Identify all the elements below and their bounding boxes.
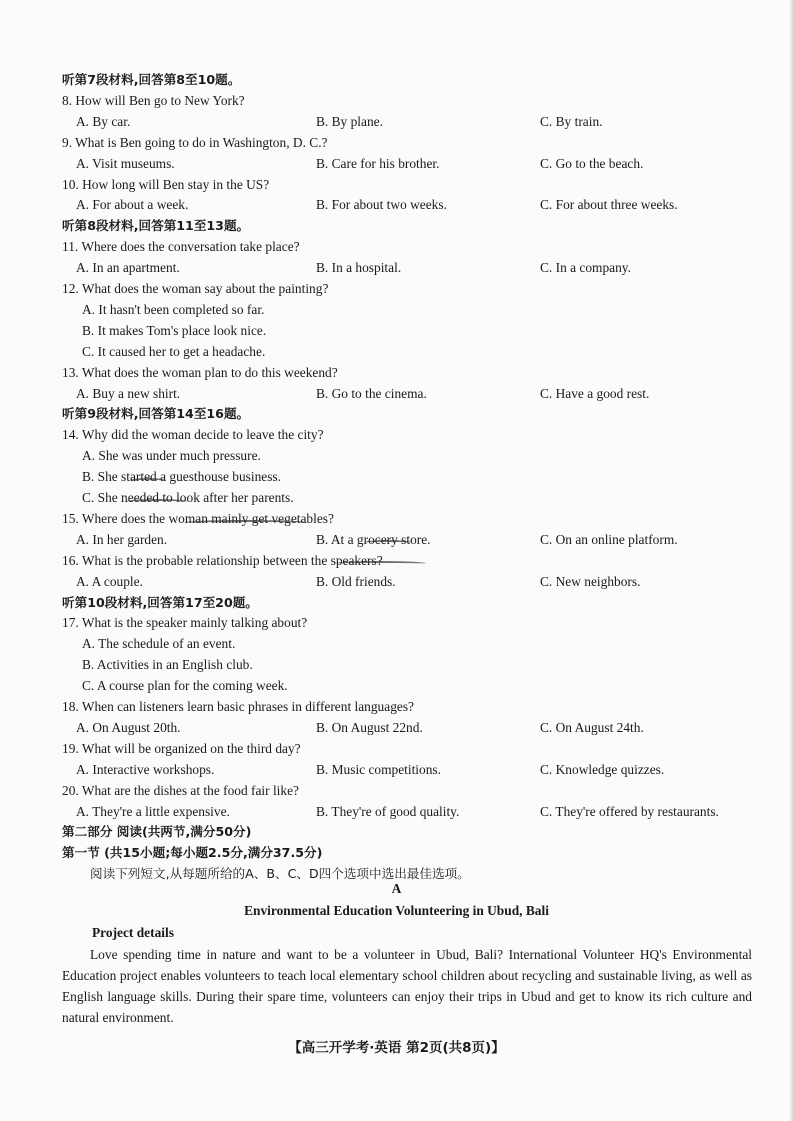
answer-option: B. By plane. (316, 114, 383, 129)
question-text: 19. What will be organized on the third day? (62, 741, 301, 756)
answer-option: C. For about three weeks. (540, 197, 678, 212)
answer-option: B. Activities in an English club. (82, 657, 253, 672)
answer-option: C. She needed to look after her parents. (82, 490, 294, 505)
answer-option: A. Buy a new shirt. (76, 386, 181, 401)
question-text: 17. What is the speaker mainly talking about? (62, 615, 308, 630)
answer-option: A. By car. (76, 114, 131, 129)
answer-option: A. Visit museums. (76, 156, 175, 171)
question-text: 18. When can listeners learn basic phrases in different languages? (62, 699, 414, 714)
question-text: 15. Where does the woman mainly get vegetables? (62, 511, 334, 526)
section-heading: 第一节 (共15小题;每小题2.5分,满分37.5分) (62, 845, 323, 860)
answer-option: B. For about two weeks. (316, 197, 447, 212)
question-text: 8. How will Ben go to New York? (62, 93, 245, 108)
answer-option: B. Music competitions. (316, 762, 441, 777)
answer-option: A. They're a little expensive. (76, 804, 230, 819)
question-text: 13. What does the woman plan to do this weekend? (62, 365, 338, 380)
passage-title: Environmental Education Volunteering in Ubud, Bali (244, 903, 549, 918)
section-heading: 听第10段材料,回答第17至20题。 (62, 595, 258, 610)
passage-subheading: Project details (92, 925, 174, 940)
answer-option: C. By train. (540, 114, 603, 129)
answer-option: A. A couple. (76, 574, 143, 589)
answer-option: C. On an online platform. (540, 532, 678, 547)
answer-option: B. At a grocery store. (316, 532, 431, 547)
answer-option: C. A course plan for the coming week. (82, 678, 288, 693)
handwriting-mark (364, 540, 412, 545)
section-heading: 听第7段材料,回答第8至10题。 (62, 72, 241, 87)
answer-option: C. Knowledge quizzes. (540, 762, 665, 777)
answer-option: A. On August 20th. (76, 720, 181, 735)
question-text: 10. How long will Ben stay in the US? (62, 177, 270, 192)
answer-option: C. They're offered by restaurants. (540, 804, 719, 819)
answer-option: B. Care for his brother. (316, 156, 440, 171)
handwriting-mark (334, 561, 426, 566)
answer-option: A. For about a week. (76, 197, 189, 212)
answer-option: C. It caused her to get a headache. (82, 344, 266, 359)
section-heading: 听第8段材料,回答第11至13题。 (62, 218, 250, 233)
answer-option: A. She was under much pressure. (82, 448, 261, 463)
answer-option: A. It hasn't been completed so far. (82, 302, 265, 317)
handwriting-mark (184, 520, 308, 525)
question-text: 9. What is Ben going to do in Washington, D. C.? (62, 135, 328, 150)
answer-option: B. She started a guesthouse business. (82, 469, 281, 484)
handwriting-mark (130, 478, 166, 483)
answer-option: A. Interactive workshops. (76, 762, 215, 777)
answer-option: A. In her garden. (76, 532, 168, 547)
passage-paragraph: Love spending time in nature and want to be a volunteer in Ubud, Bali? International Volunteer HQ's Environmental Education project enables volunteers to teach local elementary school children about recycling and sustainable living, as well as English language skills. During their spare time, volunteers can enjoy their trips in Ubud and get to know its rich culture and natural environment. (62, 947, 752, 1025)
answer-option: B. Old friends. (316, 574, 396, 589)
answer-option: A. The schedule of an event. (82, 636, 236, 651)
section-heading: 第二部分 阅读(共两节,满分50分) (62, 824, 252, 839)
answer-option: C. On August 24th. (540, 720, 644, 735)
answer-option: A. In an apartment. (76, 260, 180, 275)
page-footer: 【高三开学考·英语 第2页(共8页)】 (288, 1040, 505, 1056)
scan-edge (789, 0, 793, 1121)
answer-option: B. On August 22nd. (316, 720, 423, 735)
question-text: 16. What is the probable relationship between the speakers? (62, 553, 383, 568)
answer-option: B. In a hospital. (316, 260, 402, 275)
answer-option: C. Have a good rest. (540, 386, 650, 401)
instruction-text: 阅读下列短文,从每题所给的A、B、C、D四个选项中选出最佳选项。 (90, 866, 470, 881)
section-heading: 听第9段材料,回答第14至16题。 (62, 406, 250, 421)
answer-option: C. New neighbors. (540, 574, 641, 589)
question-text: 20. What are the dishes at the food fair like? (62, 783, 299, 798)
question-text: 12. What does the woman say about the painting? (62, 281, 329, 296)
answer-option: C. Go to the beach. (540, 156, 644, 171)
answer-option: B. They're of good quality. (316, 804, 460, 819)
answer-option: C. In a company. (540, 260, 631, 275)
answer-option: B. Go to the cinema. (316, 386, 427, 401)
answer-option: B. It makes Tom's place look nice. (82, 323, 267, 338)
passage-letter: A (391, 881, 402, 896)
handwriting-mark (126, 499, 188, 504)
question-text: 11. Where does the conversation take place? (62, 239, 300, 254)
question-text: 14. Why did the woman decide to leave the city? (62, 427, 324, 442)
